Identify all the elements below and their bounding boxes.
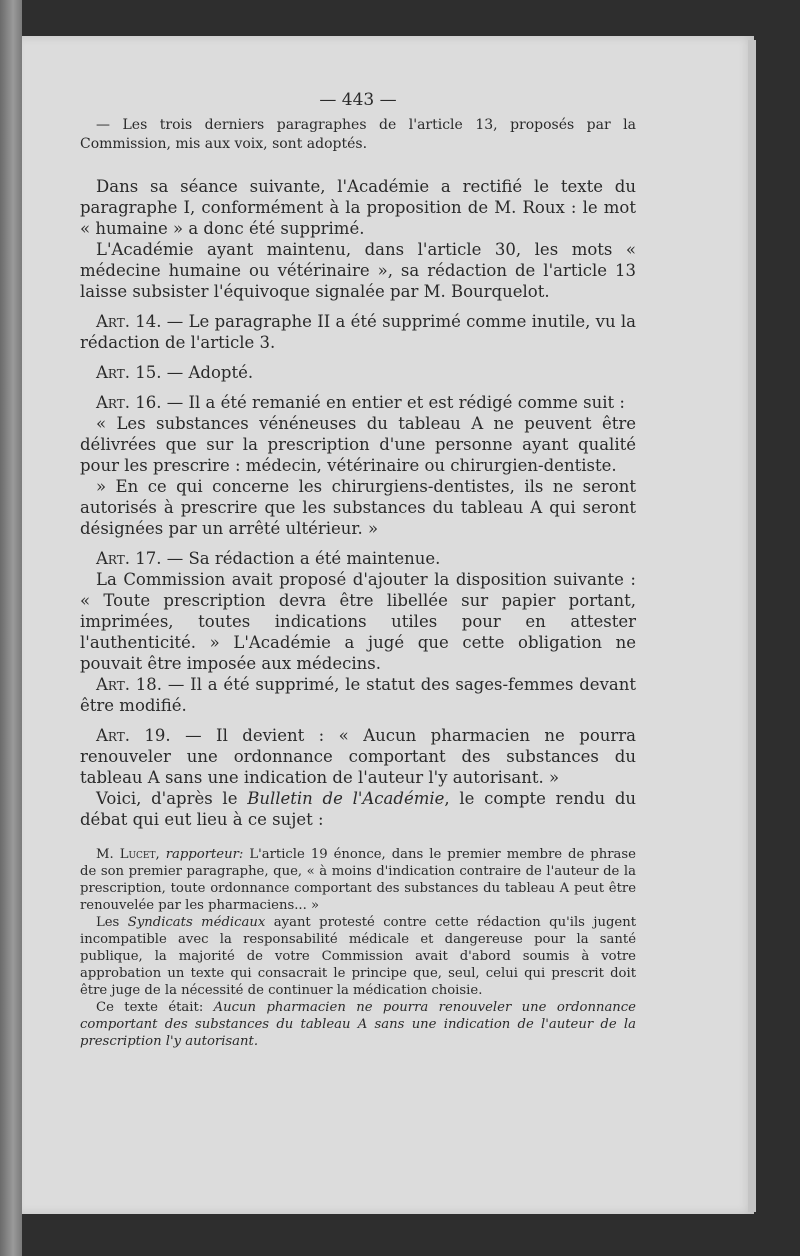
article-label: Art. 15. bbox=[96, 363, 162, 382]
article-label: Art. 18. bbox=[96, 675, 163, 694]
facing-page-edge bbox=[0, 0, 22, 1256]
article-18: Art. 18. — Il a été supprimé, le statut des sages-femmes devant être modifié. bbox=[80, 675, 636, 715]
report-lucet: M. Lucet, rapporteur: L'article 19 énonce, dans le premier membre de phrase de son premier paragraphe, que, « à moins d'indication contraire de l'auteur de la prescription, toute ordonnance comportant des substances du tableau A peut être renouvelée par les pharmaciens... » bbox=[80, 847, 636, 913]
speaker-name: M. Lucet bbox=[96, 847, 156, 862]
quote-substances: « Les substances vénéneuses du tableau A ne peuvent être délivrées que sur la prescription d'une personne ayant qualité pour les prescrire : médecin, vétérinaire ou chirurgien-dentiste. bbox=[80, 414, 636, 475]
article-label: Art. 17. bbox=[96, 549, 162, 568]
article-19: Art. 19. — Il devient : « Aucun pharmacien ne pourra renouveler une ordonnance comportant des substances du tableau A sans une indication de l'auteur l'y autorisant. » bbox=[80, 726, 636, 787]
article-17: Art. 17. — Sa rédaction a été maintenue. bbox=[96, 549, 441, 568]
debate-report bbox=[80, 846, 636, 1050]
page-stack-edge bbox=[748, 40, 756, 1212]
quote-dentistes: » En ce qui concerne les chirurgiens-dentistes, ils ne seront autorisés à prescrire que les substances du tableau A qui seront désignées par un arrêté ultérieur. » bbox=[80, 477, 636, 538]
article-label: Art. 19. bbox=[96, 726, 171, 745]
commission-note: — Les trois derniers paragraphes de l'article 13, proposés par la Commission, mis aux voix, sont adoptés. bbox=[80, 117, 636, 152]
article-15: Art. 15. — Adopté. bbox=[96, 363, 254, 382]
bulletin-title: Bulletin de l'Académie bbox=[247, 789, 445, 808]
article-14: Art. 14. — Le paragraphe II a été supprimé comme inutile, vu la rédaction de l'article 3. bbox=[80, 312, 636, 352]
paragraph-article-30: L'Académie ayant maintenu, dans l'article 30, les mots « médecine humaine ou vétérinaire », sa rédaction de l'article 13 laisse subsister l'équivoque signalée par M. Bourquelot. bbox=[80, 240, 636, 301]
main-text bbox=[80, 176, 636, 830]
article-16: Art. 16. — Il a été remanié en entier et est rédigé comme suit : bbox=[96, 393, 625, 412]
speaker-role: rapporteur: bbox=[165, 847, 244, 862]
article-label: Art. 14. bbox=[96, 312, 162, 331]
page-number: — 443 — bbox=[319, 90, 397, 110]
paragraph-seance: Dans sa séance suivante, l'Académie a rectifié le texte du paragraphe I, conformément à la proposition de M. Roux : le mot « humaine » a donc été supprimé. bbox=[80, 177, 636, 238]
page-content bbox=[80, 90, 636, 1050]
paragraph-voici: Voici, d'après le Bulletin de l'Académie, le compte rendu du débat qui eut lieu à ce sujet : bbox=[80, 789, 637, 829]
report-syndicats: Les Syndicats médicaux ayant protesté contre cette rédaction qu'ils jugent incompatible avec la responsabilité médicale et dangereuse pour la santé publique, la majorité de votre Commission avait d'abord soumis à votre approbation un texte qui consacrait le principe que, seul, celui qui prescrit doit être juge de la nécessité de continuer la médication choisie. bbox=[80, 915, 636, 998]
article-label: Art. 16. bbox=[96, 393, 162, 412]
report-texte: Ce texte était: Aucun pharmacien ne pourra renouveler une ordonnance comportant des substances du tableau A sans une indication de l'auteur de la prescription l'y autorisant. bbox=[80, 1000, 636, 1049]
paragraph-commission: La Commission avait proposé d'ajouter la disposition suivante : « Toute prescription devra être libellée sur papier portant, imprimées, toutes indications utiles pour en attester l'authenticité. » L'Académie a jugé que cette obligation ne pouvait être imposée aux médecins. bbox=[80, 570, 636, 673]
